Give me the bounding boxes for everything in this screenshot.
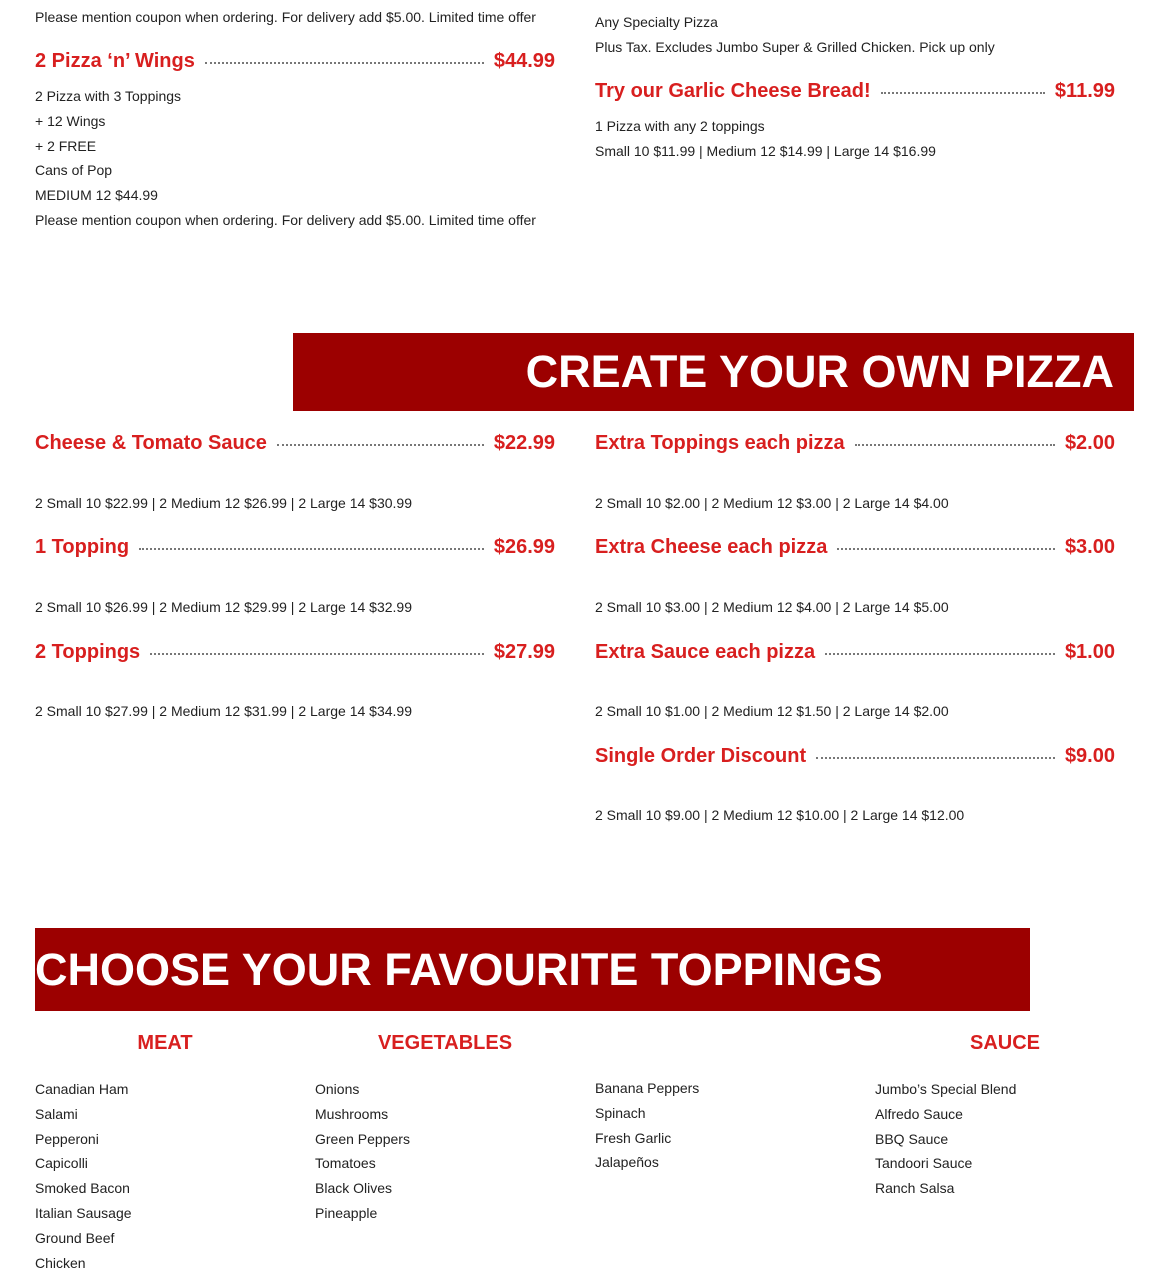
menu-item-extra-sauce xyxy=(595,639,1115,665)
choose-toppings-banner xyxy=(35,928,1030,1011)
vegetables-list xyxy=(315,1077,410,1226)
list-item: Alfredo Sauce xyxy=(875,1105,963,1122)
list-item: Pineapple xyxy=(315,1204,378,1221)
item-line: Small 10 $11.99 | Medium 12 $14.99 | Large 14 $16.99 xyxy=(595,143,936,159)
dotted-leader xyxy=(816,757,1055,759)
menu-item-price: $11.99 xyxy=(1054,79,1115,102)
vegetables-list-continued xyxy=(595,1076,699,1175)
item-description: 2 Small 10 $22.99 | 2 Medium 12 $26.99 | 2 Large 14 $30.99 xyxy=(35,495,412,511)
menu-item-name: Single Order Discount xyxy=(595,744,807,767)
section-heading: CREATE YOUR OWN PIZZA xyxy=(525,346,1114,397)
dotted-leader xyxy=(881,92,1045,94)
menu-item-price: $27.99 xyxy=(493,640,555,663)
item-description: 2 Small 10 $27.99 | 2 Medium 12 $31.99 | 2 Large 14 $34.99 xyxy=(35,703,412,719)
category-title-sauce: SAUCE xyxy=(969,1032,1040,1054)
menu-item-extra-cheese xyxy=(595,534,1115,560)
list-item: BBQ Sauce xyxy=(875,1130,949,1147)
list-item: Salami xyxy=(35,1105,78,1122)
coupon-note: Please mention coupon when ordering. For delivery add $5.00. Limited time offer xyxy=(35,212,536,228)
item-description: 2 Small 10 $26.99 | 2 Medium 12 $29.99 | 2 Large 14 $32.99 xyxy=(35,599,412,615)
list-item: Jalapeños xyxy=(595,1154,659,1171)
menu-item-name: Extra Toppings each pizza xyxy=(595,431,845,454)
list-item: Smoked Bacon xyxy=(35,1180,130,1197)
menu-item-price: $9.00 xyxy=(1064,744,1115,767)
item-line: + 2 FREE xyxy=(35,138,97,154)
item-line: 2 Pizza with 3 Toppings xyxy=(35,88,182,104)
item-line: Cans of Pop xyxy=(35,162,113,178)
menu-item-single-order-discount xyxy=(595,743,1115,769)
section-heading: CHOOSE YOUR FAVOURITE TOPPINGS xyxy=(35,943,883,995)
list-item: Spinach xyxy=(595,1104,646,1121)
list-item: Green Peppers xyxy=(315,1130,410,1147)
menu-item-price: $2.00 xyxy=(1064,431,1115,454)
create-your-own-pizza-banner xyxy=(293,333,1134,411)
list-item: Onions xyxy=(315,1081,360,1097)
list-item: Ground Beef xyxy=(35,1229,115,1246)
item-line: + 12 Wings xyxy=(35,113,106,129)
item-description: 2 Small 10 $3.00 | 2 Medium 12 $4.00 | 2 Large 14 $5.00 xyxy=(595,599,949,615)
dotted-leader xyxy=(205,62,484,64)
menu-item-name: Cheese & Tomato Sauce xyxy=(35,431,267,454)
dotted-leader xyxy=(837,548,1055,550)
menu-item-two-toppings xyxy=(35,639,555,665)
list-item: Ranch Salsa xyxy=(875,1180,955,1197)
list-item: Tandoori Sauce xyxy=(875,1155,973,1172)
menu-item-price: $1.00 xyxy=(1064,640,1115,663)
list-item: Fresh Garlic xyxy=(595,1129,672,1146)
menu-item-name: 1 Topping xyxy=(35,535,130,558)
menu-item-price: $3.00 xyxy=(1064,535,1115,558)
list-item: Pepperoni xyxy=(35,1130,99,1147)
list-item: Banana Peppers xyxy=(595,1080,700,1096)
meat-list xyxy=(35,1077,132,1275)
category-title-vegetables: VEGETABLES xyxy=(377,1032,513,1054)
dotted-leader xyxy=(825,653,1055,655)
menu-item-name: 2 Toppings xyxy=(35,640,141,663)
item-line: Plus Tax. Excludes Jumbo Super & Grilled Chicken. Pick up only xyxy=(595,39,995,55)
menu-item-garlic-cheese-bread xyxy=(595,78,1115,104)
menu-item-cheese-tomato xyxy=(35,430,555,456)
coupon-note: Please mention coupon when ordering. For delivery add $5.00. Limited time offer xyxy=(35,9,536,25)
sauce-list xyxy=(875,1077,1016,1201)
item-description: 2 Small 10 $1.00 | 2 Medium 12 $1.50 | 2 Large 14 $2.00 xyxy=(595,703,949,719)
list-item: Black Olives xyxy=(315,1180,393,1197)
list-item: Italian Sausage xyxy=(35,1204,132,1221)
dotted-leader xyxy=(139,548,484,550)
item-line: 1 Pizza with any 2 toppings xyxy=(595,118,765,134)
item-description: 2 Small 10 $9.00 | 2 Medium 12 $10.00 | 2 Large 14 $12.00 xyxy=(595,807,965,823)
item-description: 2 Small 10 $2.00 | 2 Medium 12 $3.00 | 2 Large 14 $4.00 xyxy=(595,495,949,511)
list-item: Jumbo’s Special Blend xyxy=(875,1081,1017,1097)
item-line: MEDIUM 12 $44.99 xyxy=(35,187,158,203)
dotted-leader xyxy=(855,444,1055,446)
dotted-leader xyxy=(277,444,484,446)
menu-item-name: Try our Garlic Cheese Bread! xyxy=(595,79,871,102)
item-line: Any Specialty Pizza xyxy=(595,14,718,30)
menu-item-name: Extra Sauce each pizza xyxy=(595,640,816,663)
list-item: Canadian Ham xyxy=(35,1081,129,1097)
list-item: Chicken xyxy=(35,1254,86,1271)
menu-item-price: $26.99 xyxy=(493,535,555,558)
menu-item-name: 2 Pizza ‘n’ Wings xyxy=(35,49,195,72)
menu-item-extra-toppings xyxy=(595,430,1115,456)
menu-item-one-topping xyxy=(35,534,555,560)
menu-item-name: Extra Cheese each pizza xyxy=(595,535,828,558)
list-item: Tomatoes xyxy=(315,1155,376,1172)
menu-item-pizza-wings xyxy=(35,48,555,74)
list-item: Mushrooms xyxy=(315,1105,389,1122)
menu-item-price: $22.99 xyxy=(493,431,555,454)
list-item: Capicolli xyxy=(35,1155,88,1172)
menu-item-price: $44.99 xyxy=(493,49,555,72)
dotted-leader xyxy=(150,653,484,655)
category-title-meat: MEAT xyxy=(137,1032,193,1054)
